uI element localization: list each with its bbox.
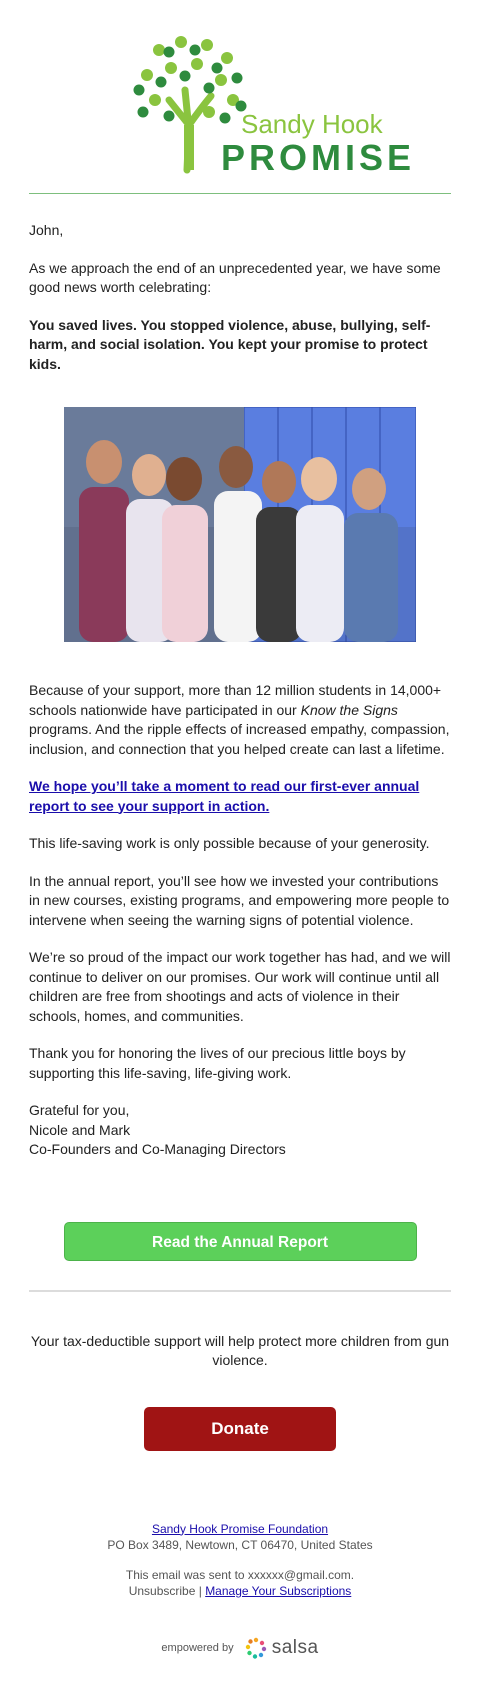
salsa-wordmark: salsa (271, 1637, 319, 1658)
impact-paragraph (29, 681, 451, 759)
donate-button[interactable]: Donate (144, 1407, 336, 1451)
thank-you-paragraph: Thank you for honoring the lives of our precious little boys by supporting this life-saving, life-giving work. (29, 1045, 406, 1081)
sent-to-notice: This email was sent to xxxxxx@gmail.com. (125, 1567, 355, 1582)
org-address: PO Box 3489, Newtown, CT 06470, United States (107, 1537, 373, 1552)
annual-report-link-paragraph (29, 777, 451, 816)
manage-subscriptions-link[interactable]: Manage Your Subscriptions (205, 1583, 352, 1598)
powered-by-salsa[interactable] (0, 1637, 480, 1659)
annual-report-paragraph: In the annual report, you’ll see how we invested your contributions in new courses, existing programs, and empowering more people to intervene when seeing the warning signs of potential violence. (29, 872, 450, 928)
generosity-paragraph: This life-saving work is only possible because of your generosity. (29, 835, 430, 851)
donate-area (29, 1407, 451, 1451)
header-divider (29, 193, 451, 194)
link-separator: | (195, 1583, 206, 1598)
logo-text-line1: Sandy Hook (241, 109, 383, 139)
signature-titles: Co-Founders and Co-Managing Directors (29, 1141, 286, 1157)
students-photo (64, 407, 416, 642)
signature (29, 1101, 451, 1160)
cta-area (29, 1222, 451, 1261)
salsa-flower-icon (245, 1637, 267, 1659)
tax-deductible-note: Your tax-deductible support will help protect more children from gun violence. (30, 1332, 450, 1368)
annual-report-link[interactable]: We hope you’ll take a moment to read our first-ever annual report to see your support in action. (29, 778, 420, 814)
promise-paragraph: We’re so proud of the impact our work together has had, and we will continue to deliver on our promises. Our work will continue until all children are free from shootings and acts of violence in their schools, homes, and communities. (29, 949, 451, 1024)
read-annual-report-button[interactable]: Read the Annual Report (64, 1222, 417, 1261)
intro-paragraph: As we approach the end of an unprecedented year, we have some good news worth celebrating: (29, 259, 441, 295)
signature-closing: Grateful for you, (29, 1102, 130, 1118)
logo-text-line2: PROMISE (221, 137, 416, 178)
unsubscribe-text[interactable]: Unsubscribe (128, 1583, 196, 1598)
footer (29, 1521, 451, 1599)
org-link[interactable]: Sandy Hook Promise Foundation (151, 1521, 329, 1536)
impact-text-start: Because of your support, more than 12 million students in 14,000+ schools nationwide have participated in our (29, 682, 442, 718)
bold-message: You saved lives. You stopped violence, abuse, bullying, self-harm, and social isolation. You kept your promise to protect kids. (29, 316, 431, 372)
program-name: Know the Signs (300, 701, 398, 718)
signature-names: Nicole and Mark (29, 1121, 131, 1138)
sandy-hook-promise-logo[interactable] (129, 30, 419, 180)
section-divider (29, 1290, 451, 1292)
salutation: John, (29, 222, 64, 238)
subscription-links (29, 1583, 451, 1599)
powered-by-text: empowered by (161, 1642, 234, 1654)
header-logo-area (29, 0, 451, 193)
impact-text-end: programs. And the ripple effects of increased empathy, compassion, inclusion, and connection that you helped create can last a lifetime. (29, 721, 450, 757)
